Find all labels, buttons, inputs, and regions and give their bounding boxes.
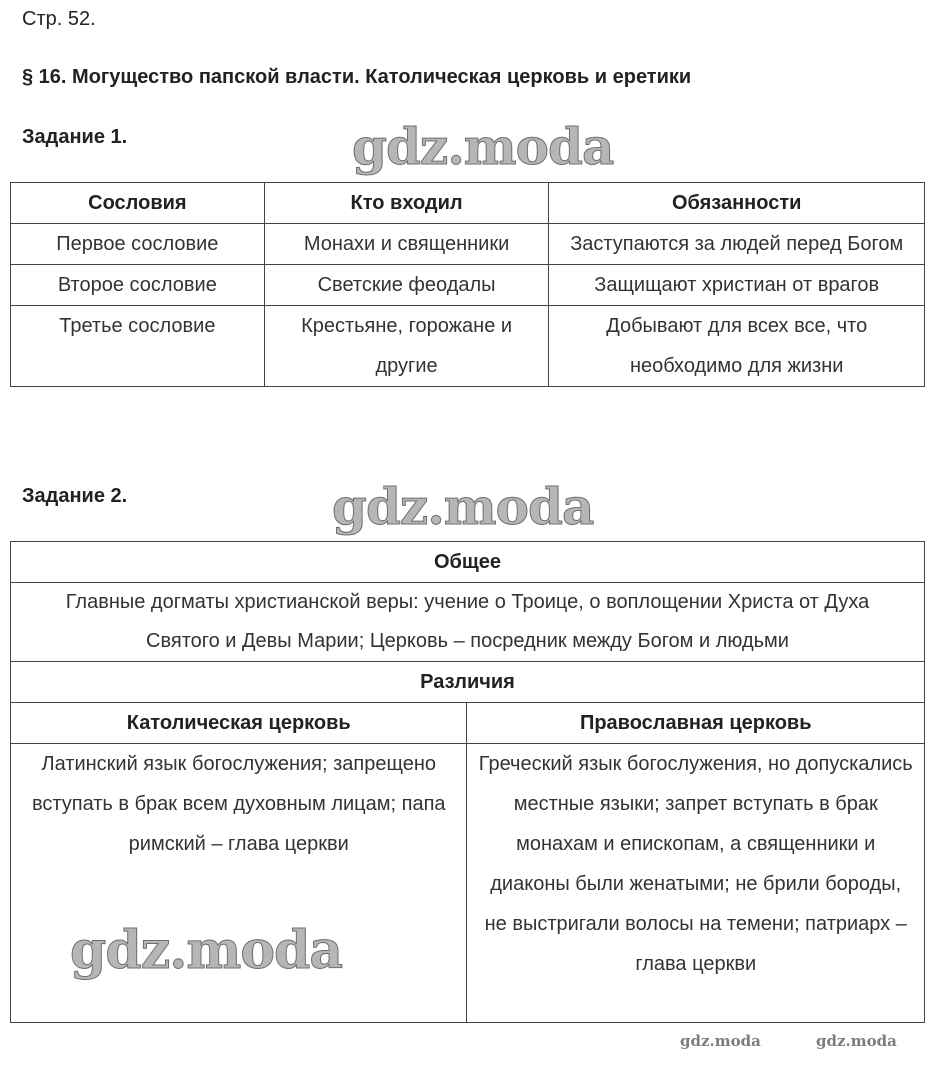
table-cell: Монахи и священники [264,224,549,265]
watermark: gdz.moda [816,1032,897,1050]
differences-header-row [11,662,925,703]
catholic-cell: Латинский язык богослужения; запрещено вступать в брак всем духовным лицам; папа римский – глава церкви [11,744,467,1023]
differences-header: Различия [11,662,925,703]
column-header-row [11,703,925,744]
common-row [11,583,925,662]
section-title: § 16. Могущество папской власти. Католическая церковь и еретики [22,66,692,88]
watermark: gdz.moda [332,477,594,536]
header-cell: Кто входил [264,183,549,224]
table-cell: Заступаются за людей перед Богом [549,224,925,265]
orthodox-cell: Греческий язык богослужения, но допускались местные языки; запрет вступать в брак монахам и епископам, а священники и диаконы были женатыми; не брили бороды, не выстригали волосы на темени; патриарх – глава церкви [467,744,925,1023]
page-label: Стр. 52. [22,8,96,30]
watermark: gdz.moda [680,1032,761,1050]
header-cell: Сословия [11,183,265,224]
header-cell: Католическая церковь [11,703,467,744]
estates-table [10,182,925,387]
header-cell: Обязанности [549,183,925,224]
table-cell: Светские феодалы [264,265,549,306]
table-cell: Крестьяне, горожане и другие [264,306,549,387]
table-row [11,306,925,387]
table-row [11,224,925,265]
common-text: Главные догматы христианской веры: учение о Троице, о воплощении Христа от Духа Святого и Девы Марии; Церковь – посредник между Богом и людьми [11,583,925,662]
header-cell: Православная церковь [467,703,925,744]
churches-table [10,541,925,1023]
table-row [11,265,925,306]
watermark: gdz.moda [352,117,614,176]
table-header-row [11,183,925,224]
table-cell: Первое сословие [11,224,265,265]
watermark: gdz.moda [70,920,343,981]
table-cell: Добывают для всех все, что необходимо для жизни [549,306,925,387]
table-row [11,744,925,1023]
table-cell: Защищают христиан от врагов [549,265,925,306]
task2-title: Задание 2. [22,485,128,507]
common-header: Общее [11,542,925,583]
task1-title: Задание 1. [22,126,128,148]
table-cell: Третье сословие [11,306,265,387]
common-header-row [11,542,925,583]
table-cell: Второе сословие [11,265,265,306]
